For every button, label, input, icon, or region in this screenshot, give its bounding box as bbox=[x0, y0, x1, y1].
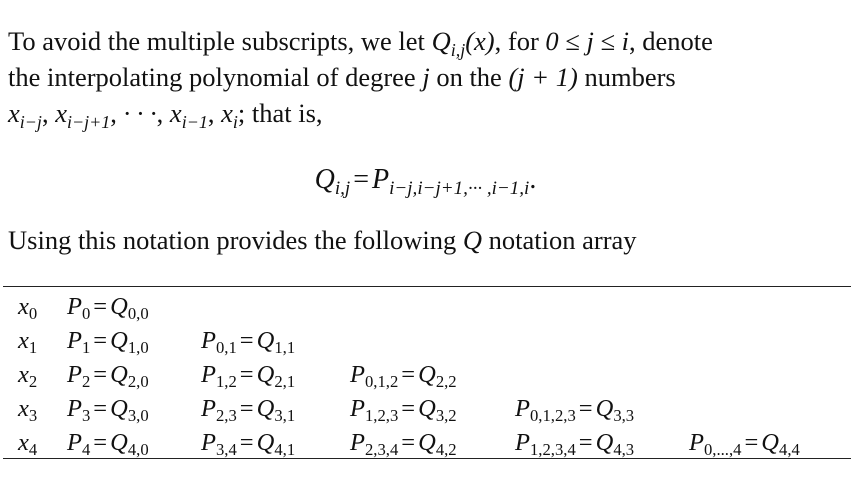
array-equals: = bbox=[239, 429, 254, 456]
array-equals: = bbox=[578, 395, 593, 422]
array-entry bbox=[350, 358, 457, 392]
count-expression: (j + 1) bbox=[508, 62, 578, 92]
array-p-subscript: 3,4 bbox=[215, 440, 237, 460]
array-q-symbol: Q bbox=[418, 395, 436, 422]
array-q-subscript: 1,0 bbox=[127, 338, 149, 358]
notation-q-symbol: Q bbox=[462, 225, 483, 255]
array-row bbox=[0, 358, 851, 392]
array-p-symbol: P bbox=[350, 429, 365, 456]
intro-line-3 bbox=[8, 95, 843, 131]
node-separator: , bbox=[110, 98, 124, 128]
array-q-subscript: 4,2 bbox=[435, 440, 457, 460]
table-top-rule bbox=[3, 286, 851, 287]
array-node-x: x bbox=[18, 361, 29, 388]
degree-variable: j bbox=[422, 62, 430, 92]
q-subscript: i,j bbox=[450, 39, 466, 60]
array-q-subscript: 4,4 bbox=[778, 440, 800, 460]
array-entry bbox=[515, 392, 634, 426]
array-q-symbol: Q bbox=[418, 429, 436, 456]
array-p-subscript: 2,3 bbox=[215, 406, 237, 426]
array-entry bbox=[67, 358, 149, 392]
intro-line-2 bbox=[8, 59, 843, 95]
array-node-x: x bbox=[18, 327, 29, 354]
array-entry bbox=[67, 324, 149, 358]
equation-rhs-subscript: i−j,i−j+1,··· ,i−1,i bbox=[389, 178, 530, 200]
node-list bbox=[8, 98, 238, 132]
array-equals: = bbox=[239, 395, 254, 422]
array-q-symbol: Q bbox=[256, 395, 275, 422]
array-entry bbox=[201, 324, 295, 358]
array-entry bbox=[350, 392, 457, 426]
array-q-subscript: 4,1 bbox=[274, 440, 296, 460]
intro-line-1-text-after: , denote bbox=[629, 26, 713, 56]
array-p-subscript: 1,2 bbox=[215, 372, 237, 392]
notation-intro-text-after: notation array bbox=[482, 225, 637, 255]
equation-rhs-symbol: P bbox=[372, 164, 390, 195]
array-row bbox=[0, 290, 851, 324]
equation-lhs-symbol: Q bbox=[314, 164, 335, 195]
array-equals: = bbox=[401, 395, 416, 422]
intro-line-2-text-mid: on the bbox=[429, 62, 509, 92]
array-q-subscript: 3,3 bbox=[613, 406, 635, 426]
array-p-subscript: 2,3,4 bbox=[364, 440, 399, 460]
array-node-subscript: 2 bbox=[28, 372, 38, 392]
array-row bbox=[0, 426, 851, 460]
array-p-subscript: 1 bbox=[81, 338, 91, 358]
array-entry bbox=[67, 426, 149, 460]
array-node-cell bbox=[18, 290, 37, 324]
array-q-symbol: Q bbox=[110, 361, 128, 388]
display-equation bbox=[0, 162, 851, 198]
array-q-subscript: 3,0 bbox=[127, 406, 149, 426]
array-q-symbol: Q bbox=[595, 429, 614, 456]
array-entry bbox=[201, 426, 295, 460]
array-node-cell bbox=[18, 426, 37, 460]
array-entry bbox=[201, 392, 295, 426]
q-argument: (x) bbox=[465, 26, 495, 56]
node-x-3: x bbox=[169, 98, 182, 128]
array-p-symbol: P bbox=[515, 429, 530, 456]
intro-line-3-text-after: ; that is, bbox=[237, 98, 323, 128]
node-subscript-0: i−j bbox=[19, 111, 42, 132]
array-p-symbol: P bbox=[67, 395, 82, 422]
array-node-x: x bbox=[18, 429, 29, 456]
array-p-symbol: P bbox=[201, 327, 216, 354]
array-p-subscript: 1,2,3,4 bbox=[529, 440, 576, 460]
array-entry bbox=[515, 426, 634, 460]
array-equals: = bbox=[93, 327, 108, 354]
array-p-symbol: P bbox=[350, 395, 365, 422]
node-separator: , bbox=[207, 98, 222, 128]
node-subscript-3: i−1 bbox=[181, 111, 208, 132]
array-equals: = bbox=[239, 361, 254, 388]
array-node-cell bbox=[18, 358, 37, 392]
array-q-subscript: 4,0 bbox=[127, 440, 149, 460]
array-q-subscript: 3,1 bbox=[274, 406, 296, 426]
array-p-subscript: 0,1,2,3 bbox=[529, 406, 576, 426]
array-p-symbol: P bbox=[67, 327, 82, 354]
array-node-subscript: 3 bbox=[28, 406, 38, 426]
array-q-subscript: 2,0 bbox=[127, 372, 149, 392]
node-separator: , bbox=[156, 98, 170, 128]
array-q-symbol: Q bbox=[256, 327, 275, 354]
node-x-1: x bbox=[55, 98, 67, 128]
array-row bbox=[0, 392, 851, 426]
array-p-subscript: 3 bbox=[81, 406, 91, 426]
array-node-cell bbox=[18, 392, 37, 426]
array-p-subscript: 0,1 bbox=[215, 338, 237, 358]
array-equals: = bbox=[93, 429, 108, 456]
intro-line-2-text-before: the interpolating polynomial of degree bbox=[8, 62, 423, 92]
array-q-symbol: Q bbox=[110, 395, 128, 422]
array-node-subscript: 0 bbox=[28, 304, 38, 324]
array-p-symbol: P bbox=[67, 429, 82, 456]
array-node-x: x bbox=[18, 293, 29, 320]
array-node-subscript: 1 bbox=[28, 338, 38, 358]
array-row bbox=[0, 324, 851, 358]
node-subscript-1: i−j+1 bbox=[66, 111, 111, 132]
intro-line-1 bbox=[8, 23, 843, 59]
array-q-symbol: Q bbox=[110, 327, 128, 354]
array-equals: = bbox=[93, 361, 108, 388]
intro-line-1-text-mid: , for bbox=[494, 26, 546, 56]
array-p-symbol: P bbox=[201, 429, 216, 456]
node-x-0: x bbox=[8, 98, 20, 128]
equation-trailing-period: . bbox=[529, 164, 537, 195]
array-p-symbol: P bbox=[201, 361, 216, 388]
array-p-subscript: 0,...,4 bbox=[703, 440, 742, 460]
array-equals: = bbox=[401, 429, 416, 456]
array-q-symbol: Q bbox=[110, 293, 128, 320]
array-p-subscript: 0,1,2 bbox=[364, 372, 399, 392]
array-entry bbox=[67, 290, 149, 324]
intro-line-1-text-before: To avoid the multiple subscripts, we let bbox=[8, 26, 432, 56]
array-p-symbol: P bbox=[67, 293, 82, 320]
intro-paragraph bbox=[8, 23, 843, 131]
array-equals: = bbox=[93, 395, 108, 422]
array-entry bbox=[201, 358, 295, 392]
array-p-symbol: P bbox=[67, 361, 82, 388]
array-p-symbol: P bbox=[350, 361, 365, 388]
array-q-subscript: 0,0 bbox=[127, 304, 149, 324]
array-equals: = bbox=[578, 429, 593, 456]
array-equals: = bbox=[239, 327, 254, 354]
array-p-subscript: 4 bbox=[81, 440, 91, 460]
array-q-subscript: 2,2 bbox=[435, 372, 457, 392]
notation-intro-text-before: Using this notation provides the following bbox=[8, 225, 463, 255]
array-p-subscript: 1,2,3 bbox=[364, 406, 399, 426]
array-q-symbol: Q bbox=[595, 395, 614, 422]
array-p-symbol: P bbox=[515, 395, 530, 422]
equation-equals: = bbox=[353, 164, 370, 195]
array-p-subscript: 2 bbox=[81, 372, 91, 392]
node-separator: , bbox=[41, 98, 56, 128]
array-q-symbol: Q bbox=[256, 429, 275, 456]
array-q-symbol: Q bbox=[761, 429, 779, 456]
notation-intro-paragraph bbox=[8, 222, 843, 258]
array-q-subscript: 2,1 bbox=[274, 372, 296, 392]
array-q-symbol: Q bbox=[110, 429, 128, 456]
array-node-x: x bbox=[18, 395, 29, 422]
array-node-cell bbox=[18, 324, 37, 358]
equation-lhs-subscript: i,j bbox=[334, 178, 351, 200]
intro-line-2-text-after: numbers bbox=[577, 62, 676, 92]
array-p-symbol: P bbox=[201, 395, 216, 422]
index-range-expression: 0 ≤ j ≤ i bbox=[545, 26, 629, 56]
array-entry bbox=[689, 426, 800, 460]
array-equals: = bbox=[744, 429, 759, 456]
array-entry bbox=[350, 426, 457, 460]
array-node-subscript: 4 bbox=[28, 440, 38, 460]
array-p-subscript: 0 bbox=[81, 304, 91, 324]
array-q-symbol: Q bbox=[256, 361, 275, 388]
array-equals: = bbox=[93, 293, 108, 320]
node-ellipsis-2: · · · bbox=[123, 98, 157, 128]
array-entry bbox=[67, 392, 149, 426]
q-symbol: Q bbox=[431, 26, 451, 56]
array-q-symbol: Q bbox=[418, 361, 436, 388]
array-q-subscript: 1,1 bbox=[274, 338, 296, 358]
array-p-symbol: P bbox=[689, 429, 704, 456]
array-q-subscript: 3,2 bbox=[435, 406, 457, 426]
node-x-4: x bbox=[221, 98, 233, 128]
array-q-subscript: 4,3 bbox=[613, 440, 635, 460]
array-equals: = bbox=[401, 361, 416, 388]
node-subscript-4: i bbox=[232, 111, 238, 132]
